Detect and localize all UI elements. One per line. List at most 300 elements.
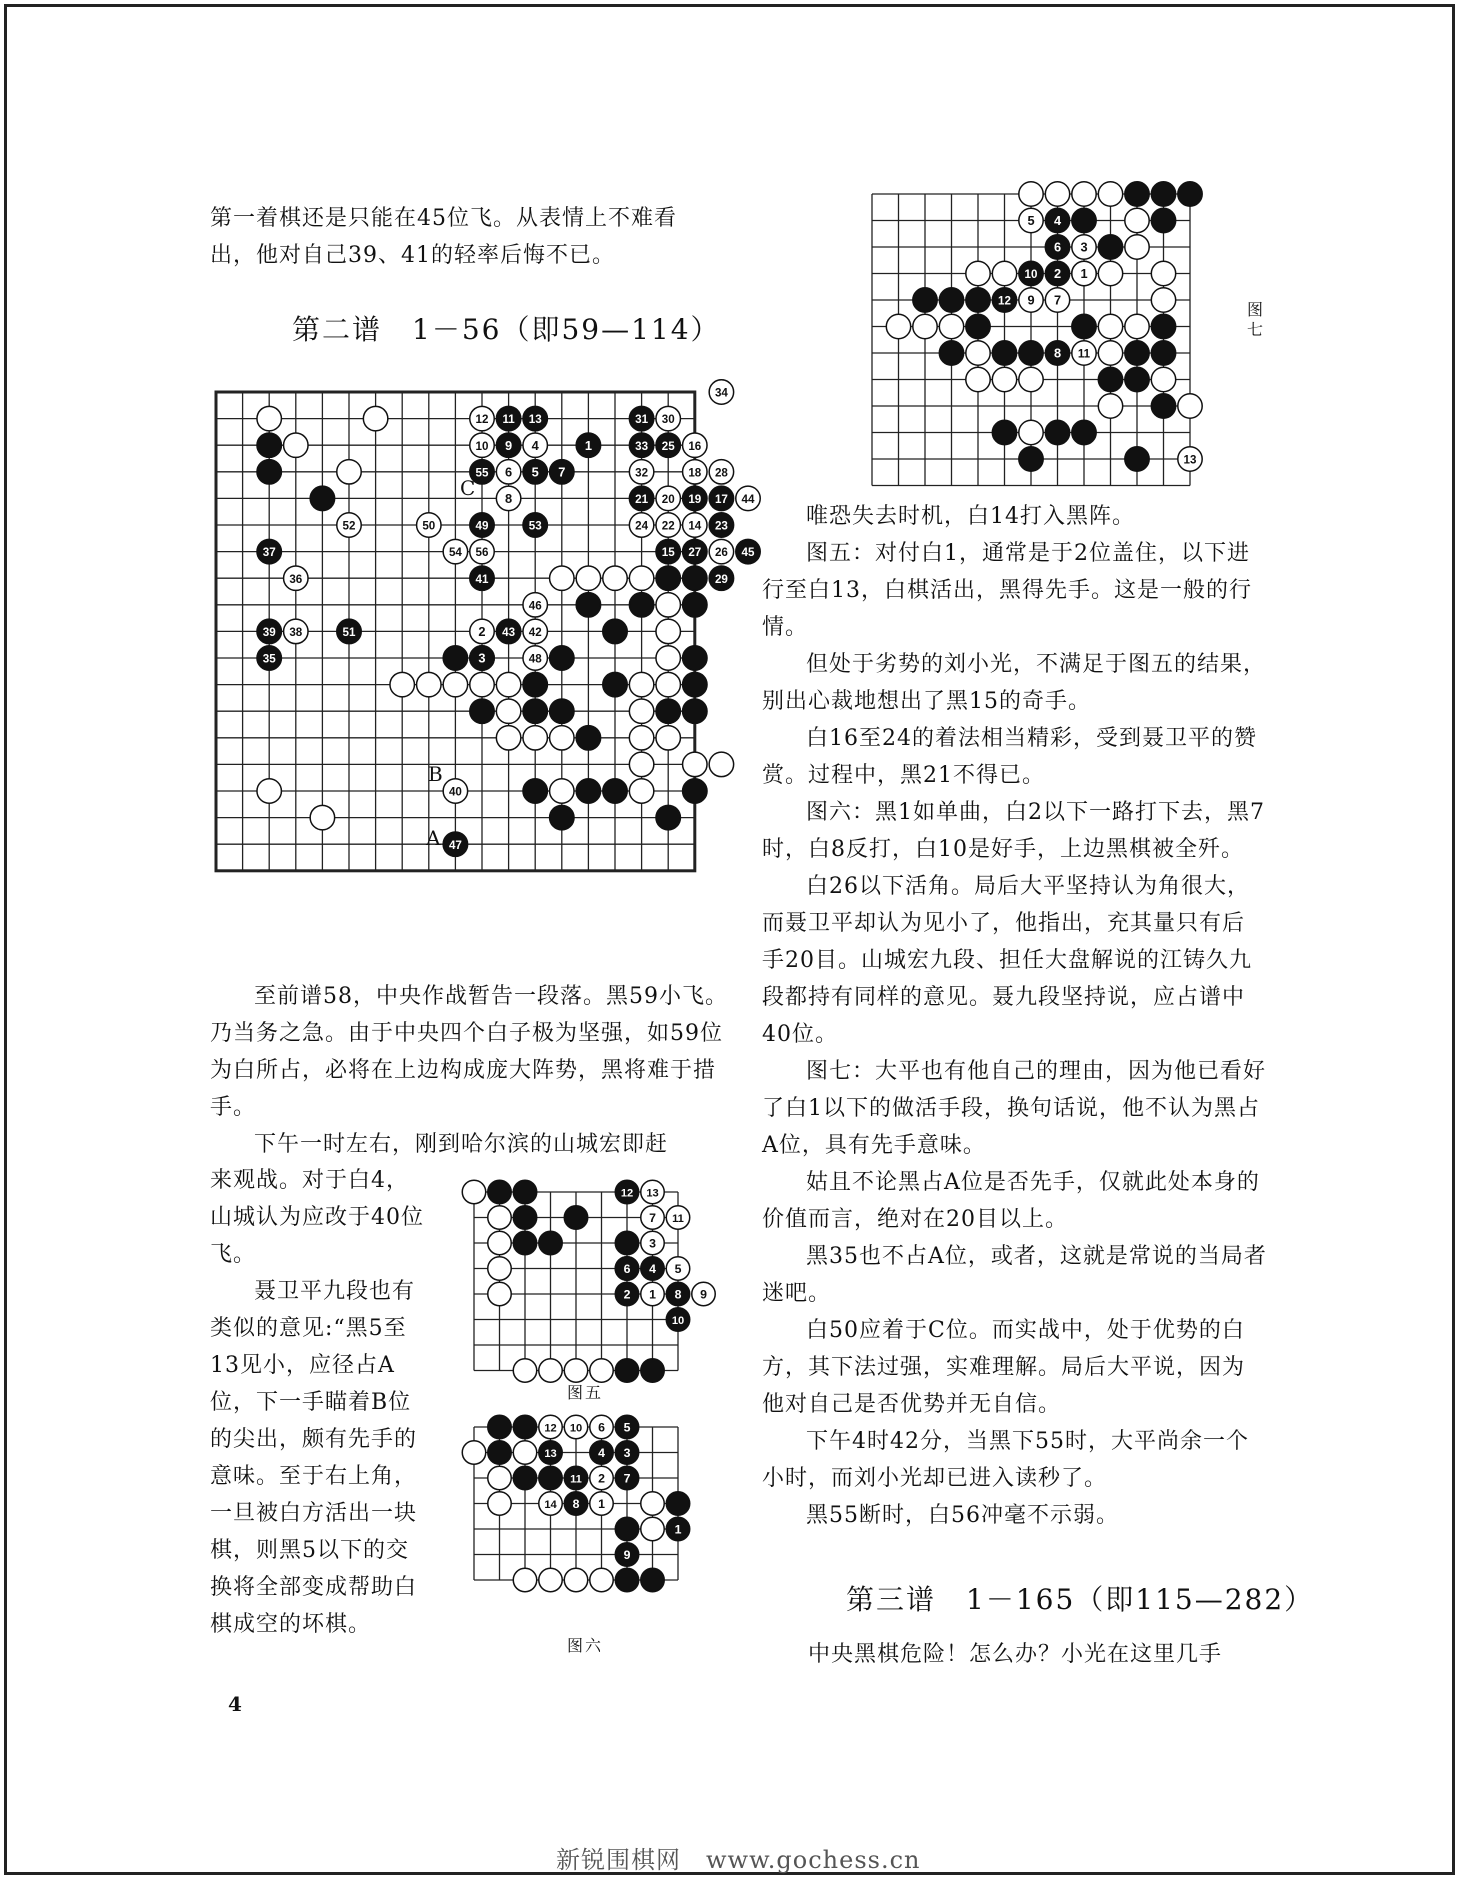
move-number: 6 <box>623 1261 631 1276</box>
white-stone <box>629 752 653 776</box>
numbered-black-stone <box>470 513 494 537</box>
black-stone <box>576 726 600 750</box>
white-stone <box>443 672 467 696</box>
numbered-black-stone <box>615 1282 638 1305</box>
numbered-black-stone <box>1045 261 1069 285</box>
move-number: 2 <box>623 1287 631 1302</box>
white-stone <box>1098 261 1122 285</box>
white-stone <box>886 314 910 338</box>
numbered-black-stone <box>539 1441 562 1464</box>
numbered-white-stone <box>641 1231 664 1254</box>
move-number: 47 <box>448 838 462 852</box>
move-number: 7 <box>623 1471 631 1486</box>
numbered-black-stone <box>641 1257 664 1280</box>
move-number: 13 <box>528 413 542 427</box>
move-number: 1 <box>598 1496 605 1511</box>
move-number: 8 <box>1053 345 1062 361</box>
move-number: 4 <box>598 1445 605 1460</box>
move-number: 20 <box>661 493 675 507</box>
black-stone <box>683 646 707 670</box>
white-stone <box>496 672 520 696</box>
numbered-white-stone <box>709 539 733 563</box>
white-stone <box>284 433 308 457</box>
section-2-title: 第二谱 1－56（即59—114） <box>292 313 721 346</box>
white-stone <box>488 1282 511 1305</box>
numbered-black-stone <box>683 539 707 563</box>
black-stone <box>1098 367 1122 391</box>
black-stone <box>539 1466 562 1489</box>
numbered-white-stone <box>666 1206 689 1229</box>
move-number: 1 <box>1080 266 1088 282</box>
move-number: 55 <box>475 466 489 480</box>
numbered-white-stone <box>1072 261 1096 285</box>
left-para-1: 至前谱58，中央作战暂告一段落。黑59小飞。乃当务之急。由于中央四个白子极为坚强，如59位为白所占，必将在上边构成庞大阵势，黑将难于措手。 下午一时左右，刚到哈尔滨的山城宏即赶 <box>210 984 728 1157</box>
white-stone <box>488 1231 511 1254</box>
black-stone <box>564 1206 587 1229</box>
move-number: 29 <box>714 572 728 586</box>
numbered-black-stone <box>615 1415 638 1438</box>
numbered-black-stone <box>709 513 733 537</box>
move-number: 7 <box>1053 292 1062 308</box>
black-stone <box>1178 182 1202 206</box>
intro-line-2: 出，他对自己39、41的轻率后悔不已。 <box>210 243 615 268</box>
black-stone <box>550 805 574 829</box>
numbered-white-stone <box>683 460 707 484</box>
numbered-black-stone <box>666 1308 689 1331</box>
black-stone <box>683 779 707 803</box>
white-stone <box>337 460 361 484</box>
white-stone <box>564 1359 587 1382</box>
white-stone <box>488 1206 511 1229</box>
move-number: 19 <box>688 493 702 507</box>
numbered-white-stone <box>1072 235 1096 259</box>
numbered-white-stone <box>470 619 494 643</box>
move-number: 52 <box>342 519 356 533</box>
numbered-white-stone <box>470 539 494 563</box>
black-stone <box>513 1415 536 1438</box>
move-number: 14 <box>544 1498 557 1511</box>
white-stone <box>641 1517 664 1540</box>
numbered-black-stone <box>629 406 653 430</box>
black-stone <box>513 1466 536 1489</box>
move-number: 1 <box>649 1287 656 1302</box>
numbered-white-stone <box>1072 341 1096 365</box>
intro-text <box>210 200 730 274</box>
white-stone <box>656 726 680 750</box>
section-3-title: 第三谱 1－165（即115—282） <box>846 1583 1315 1616</box>
move-number: 53 <box>528 519 542 533</box>
numbered-white-stone <box>539 1492 562 1515</box>
move-number: 54 <box>448 546 462 560</box>
numbered-black-stone <box>683 486 707 510</box>
black-stone <box>576 779 600 803</box>
numbered-white-stone <box>590 1466 613 1489</box>
move-number: 8 <box>674 1287 682 1302</box>
numbered-white-stone <box>1019 208 1043 232</box>
move-number: 7 <box>558 464 566 480</box>
move-number: 37 <box>262 546 276 560</box>
move-number: 27 <box>688 546 702 560</box>
move-number: 39 <box>262 626 276 640</box>
move-number: 11 <box>672 1212 684 1225</box>
white-stone <box>1151 261 1175 285</box>
black-stone <box>603 779 627 803</box>
black-stone <box>629 593 653 617</box>
numbered-white-stone <box>666 1257 689 1280</box>
black-stone <box>656 699 680 723</box>
move-number: 33 <box>635 439 649 453</box>
black-stone <box>523 672 547 696</box>
figure-6-board <box>464 1415 724 1615</box>
move-number: 23 <box>714 519 728 533</box>
numbered-black-stone <box>523 406 547 430</box>
move-number: 11 <box>570 1473 582 1486</box>
white-stone <box>539 1359 562 1382</box>
black-stone <box>488 1415 511 1438</box>
move-number: 3 <box>623 1445 631 1460</box>
black-stone <box>683 593 707 617</box>
black-stone <box>1151 341 1175 365</box>
numbered-white-stone <box>1045 288 1069 312</box>
numbered-white-stone <box>564 1415 587 1438</box>
move-number: 10 <box>569 1422 583 1435</box>
last-line: 中央黑棋危险！怎么办？小光在这里几手 <box>808 1642 1223 1667</box>
numbered-black-stone <box>496 433 520 457</box>
move-number: 36 <box>289 572 303 586</box>
move-number: 21 <box>635 493 649 507</box>
numbered-white-stone <box>443 779 467 803</box>
numbered-white-stone <box>523 619 547 643</box>
white-stone <box>496 726 520 750</box>
black-stone <box>1151 314 1175 338</box>
board-label-b: B <box>428 762 443 786</box>
black-stone <box>939 288 963 312</box>
numbered-black-stone <box>1045 208 1069 232</box>
white-stone <box>939 314 963 338</box>
black-stone <box>683 672 707 696</box>
move-number: 13 <box>1183 454 1197 467</box>
page-number: 4 <box>228 1692 242 1716</box>
white-stone <box>1072 182 1096 206</box>
move-number: 3 <box>478 650 486 666</box>
white-stone <box>1125 208 1149 232</box>
numbered-white-stone <box>656 513 680 537</box>
black-stone <box>1019 447 1043 471</box>
black-stone <box>1072 420 1096 444</box>
numbered-black-stone <box>564 1492 587 1515</box>
numbered-white-stone <box>417 513 441 537</box>
move-number: 8 <box>505 491 513 507</box>
move-number: 6 <box>598 1420 605 1435</box>
move-number: 26 <box>714 546 728 560</box>
move-number: 45 <box>741 546 755 560</box>
black-stone <box>513 1231 536 1254</box>
intro-line-1: 第一着棋还是只能在45位飞。从表情上不难看 <box>210 206 677 231</box>
numbered-black-stone <box>576 433 600 457</box>
black-stone <box>615 1568 638 1591</box>
black-stone <box>1072 314 1096 338</box>
move-number: 14 <box>688 519 702 533</box>
white-stone <box>1019 367 1043 391</box>
black-stone <box>966 314 990 338</box>
black-stone <box>641 1568 664 1591</box>
board-label-a: A <box>426 826 441 850</box>
move-number: 16 <box>688 439 702 453</box>
numbered-black-stone <box>629 486 653 510</box>
black-stone <box>666 1492 689 1515</box>
white-stone <box>462 1441 485 1464</box>
numbered-white-stone <box>523 593 547 617</box>
white-stone <box>257 406 281 430</box>
white-stone <box>629 672 653 696</box>
black-stone <box>513 1206 536 1229</box>
move-number: 51 <box>342 626 356 640</box>
move-number: 9 <box>700 1287 707 1302</box>
move-number: 2 <box>1053 266 1062 282</box>
black-stone <box>603 672 627 696</box>
white-stone <box>966 341 990 365</box>
black-stone <box>913 288 937 312</box>
numbered-white-stone <box>641 1282 664 1305</box>
white-stone <box>513 1568 536 1591</box>
move-number: 41 <box>475 572 489 586</box>
black-stone <box>1072 208 1096 232</box>
move-number: 15 <box>661 546 675 560</box>
numbered-white-stone <box>656 486 680 510</box>
white-stone <box>1098 314 1122 338</box>
numbered-black-stone <box>709 486 733 510</box>
numbered-black-stone <box>736 539 760 563</box>
white-stone <box>656 646 680 670</box>
numbered-white-stone <box>683 513 707 537</box>
move-number: 3 <box>649 1236 656 1251</box>
white-stone <box>603 566 627 590</box>
numbered-white-stone <box>1178 447 1202 471</box>
black-stone <box>683 566 707 590</box>
numbered-black-stone <box>615 1257 638 1280</box>
numbered-black-stone <box>470 566 494 590</box>
move-number: 7 <box>649 1210 656 1225</box>
numbered-black-stone <box>550 460 574 484</box>
move-number: 17 <box>714 493 728 507</box>
move-number: 13 <box>544 1447 557 1460</box>
black-stone <box>992 341 1016 365</box>
white-stone <box>1125 235 1149 259</box>
black-stone <box>488 1180 511 1203</box>
numbered-white-stone <box>590 1492 613 1515</box>
move-number: 6 <box>1053 239 1062 255</box>
numbered-white-stone <box>443 539 467 563</box>
numbered-black-stone <box>1045 235 1069 259</box>
black-stone <box>443 646 467 670</box>
board-label-c: C <box>460 476 476 500</box>
move-number: 40 <box>448 785 462 799</box>
numbered-black-stone <box>470 646 494 670</box>
move-number: 2 <box>598 1471 605 1486</box>
white-stone <box>1019 420 1043 444</box>
black-stone <box>1045 420 1069 444</box>
numbered-white-stone <box>523 646 547 670</box>
numbered-black-stone <box>666 1282 689 1305</box>
numbered-black-stone <box>590 1441 613 1464</box>
move-number: 24 <box>635 519 649 533</box>
white-stone <box>523 726 547 750</box>
move-number: 35 <box>262 652 276 666</box>
white-stone <box>488 1492 511 1515</box>
move-number: 4 <box>649 1261 656 1276</box>
move-number: 38 <box>289 626 303 640</box>
move-number: 44 <box>741 493 755 507</box>
numbered-black-stone <box>1045 341 1069 365</box>
black-stone <box>1151 182 1175 206</box>
figure-7-caption: 图七 <box>1246 300 1263 339</box>
white-stone <box>1151 367 1175 391</box>
white-stone <box>550 566 574 590</box>
numbered-white-stone <box>496 486 520 510</box>
move-number: 10 <box>671 1314 685 1327</box>
numbered-black-stone <box>666 1517 689 1540</box>
numbered-white-stone <box>629 513 653 537</box>
white-stone <box>656 593 680 617</box>
white-stone <box>913 314 937 338</box>
numbered-black-stone <box>496 406 520 430</box>
black-stone <box>603 619 627 643</box>
numbered-black-stone <box>1019 261 1043 285</box>
white-stone <box>513 1441 536 1464</box>
move-number: 12 <box>544 1422 557 1435</box>
numbered-white-stone <box>683 433 707 457</box>
white-stone <box>1151 288 1175 312</box>
numbered-white-stone <box>629 460 653 484</box>
move-number: 31 <box>635 413 649 427</box>
numbered-white-stone <box>496 460 520 484</box>
white-stone <box>966 261 990 285</box>
move-number: 5 <box>1027 213 1035 229</box>
white-stone <box>590 1359 613 1382</box>
black-stone <box>310 486 334 510</box>
move-number: 13 <box>646 1187 659 1200</box>
move-number: 32 <box>635 466 649 480</box>
white-stone <box>629 699 653 723</box>
move-number: 9 <box>1027 292 1035 308</box>
white-stone <box>590 1568 613 1591</box>
numbered-white-stone <box>1019 288 1043 312</box>
numbered-white-stone <box>284 566 308 590</box>
black-stone <box>539 1231 562 1254</box>
move-number: 22 <box>661 519 675 533</box>
move-number: 12 <box>998 295 1011 308</box>
numbered-black-stone <box>615 1441 638 1464</box>
black-stone <box>1125 341 1149 365</box>
white-stone <box>390 672 414 696</box>
move-number: 34 <box>714 386 728 400</box>
move-number: 12 <box>475 413 489 427</box>
white-stone <box>966 367 990 391</box>
numbered-white-stone <box>641 1206 664 1229</box>
numbered-white-stone <box>656 406 680 430</box>
main-go-board <box>210 360 800 930</box>
numbered-black-stone <box>523 460 547 484</box>
white-stone <box>656 672 680 696</box>
move-number: 30 <box>661 413 675 427</box>
figure-7-board <box>862 184 1242 494</box>
white-stone <box>470 672 494 696</box>
numbered-black-stone <box>992 288 1016 312</box>
black-stone <box>550 646 574 670</box>
move-number: 11 <box>1077 348 1091 361</box>
white-stone <box>709 752 733 776</box>
numbered-white-stone <box>692 1282 715 1305</box>
numbered-black-stone <box>257 646 281 670</box>
numbered-white-stone <box>284 619 308 643</box>
white-stone <box>576 566 600 590</box>
black-stone <box>1151 208 1175 232</box>
black-stone <box>488 1441 511 1464</box>
black-stone <box>523 779 547 803</box>
numbered-white-stone <box>523 433 547 457</box>
black-stone <box>966 288 990 312</box>
move-number: 3 <box>1080 239 1088 255</box>
move-number: 5 <box>674 1261 682 1276</box>
white-stone <box>462 1180 485 1203</box>
move-number: 6 <box>505 464 513 480</box>
watermark: 新锐围棋网 www.gochess.cn <box>556 1846 921 1874</box>
move-number: 49 <box>475 519 489 533</box>
numbered-black-stone <box>443 832 467 856</box>
black-stone <box>683 699 707 723</box>
move-number: 8 <box>572 1496 580 1511</box>
move-number: 9 <box>505 437 513 453</box>
white-stone <box>363 406 387 430</box>
black-stone <box>257 433 281 457</box>
black-stone <box>656 805 680 829</box>
move-number: 10 <box>1024 269 1038 282</box>
white-stone <box>550 726 574 750</box>
numbered-black-stone <box>257 539 281 563</box>
figure-6-caption: 图六 <box>567 1636 604 1655</box>
white-stone <box>992 367 1016 391</box>
numbered-white-stone <box>337 513 361 537</box>
white-stone <box>417 672 441 696</box>
black-stone <box>615 1359 638 1382</box>
white-stone <box>1098 182 1122 206</box>
black-stone <box>1019 341 1043 365</box>
numbered-black-stone <box>656 433 680 457</box>
white-stone <box>1178 394 1202 418</box>
white-stone <box>1098 394 1122 418</box>
move-number: 50 <box>422 519 436 533</box>
numbered-black-stone <box>337 619 361 643</box>
numbered-white-stone <box>736 486 760 510</box>
move-number: 5 <box>623 1420 631 1435</box>
move-number: 28 <box>714 466 728 480</box>
white-stone <box>683 752 707 776</box>
move-number: 1 <box>674 1522 682 1537</box>
white-stone <box>1125 314 1149 338</box>
black-stone <box>615 1231 638 1254</box>
move-number: 12 <box>620 1187 634 1200</box>
white-stone <box>629 726 653 750</box>
white-stone <box>488 1466 511 1489</box>
black-stone <box>641 1359 664 1382</box>
numbered-white-stone <box>590 1415 613 1438</box>
black-stone <box>1125 447 1149 471</box>
numbered-black-stone <box>656 539 680 563</box>
numbered-white-stone <box>709 380 733 404</box>
white-stone <box>641 1492 664 1515</box>
right-column-text: 唯恐失去时机，白14打入黑阵。 图五：对付白1，通常是于2位盖住，以下进行至白13，白棋活出，黑得先手。这是一般的行情。 但处于劣势的刘小光，不满足于图五的结果，别出心裁地想出了黑15的奇手。 白16至24的着法相当精彩，受到聂卫平的赞赏。过程中，黑21不得已。 图六：黑1如单曲，白2以下一路打下去，黑7时，白8反打，白10是好手，上边黑棋被全歼。 白26以下活角。局后大平坚持认为角很大，而聂卫平却认为见小了，他指出，充其量只有后手20目。山城宏九段、担任大盘解说的江铸久九段都持有同样的意见。聂九段坚持说，应占谱中40位。 图七：大平也有他自己的理由，因为他已看好了白1以下的做活手段，换句话说，他不认为黑占A位，具有先手意味。 姑且不论黑占A位是否先手，仅就此处本身的价值而言，绝对在20目以上。 黑35也不占A位，或者，这就是常说的当局者迷吧。 白50应着于C位。而实战中，处于优势的白方，其下法过强，实难理解。局后大平说，因为他对自己是否优势并无自信。 下午4时42分，当黑下55时，大平尚余一个小时，而刘小光却已进入读秒了。 黑55断时，白56冲毫不示弱。 <box>762 504 1267 1528</box>
move-number: 56 <box>475 546 489 560</box>
